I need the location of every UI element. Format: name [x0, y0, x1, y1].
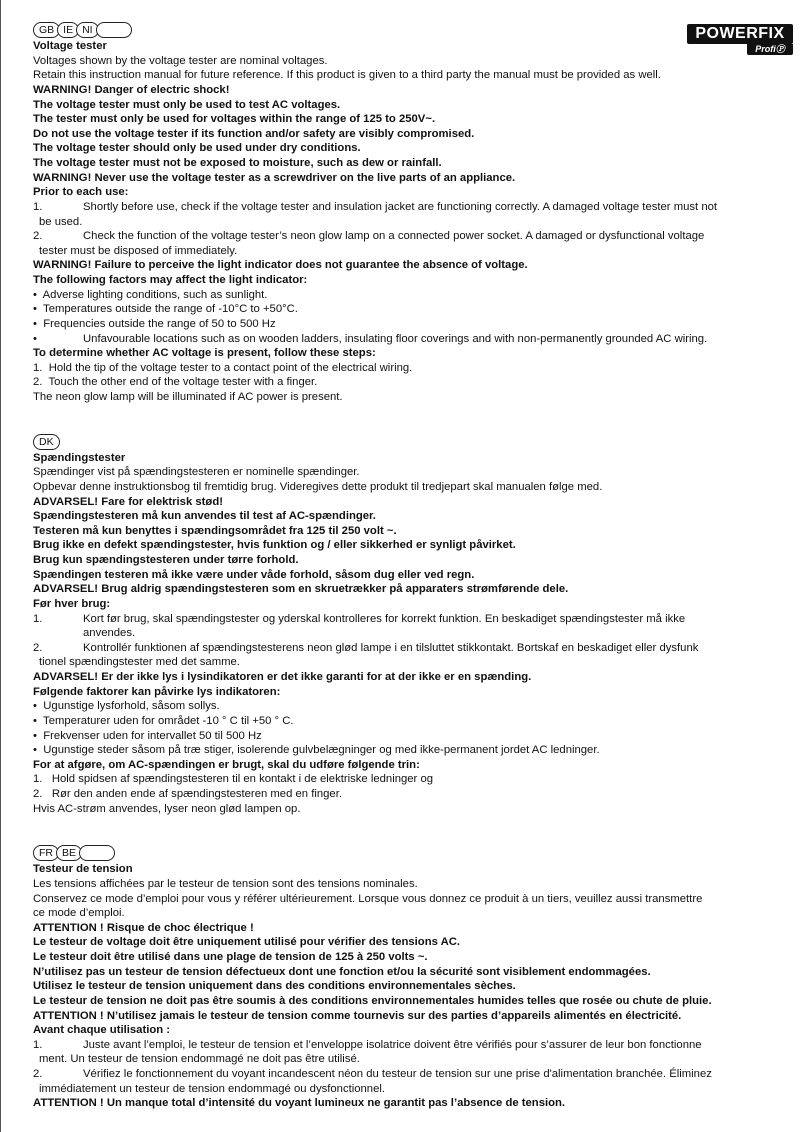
text-line: immédiatement un testeur de tension endommagé ou dysfonctionnel.: [39, 1082, 386, 1095]
subheading: Prior to each use:: [33, 186, 129, 199]
numbered-item: 1. Juste avant l’emploi, le testeur de tension et l’enveloppe isolatrice doivent être vérifiés pour s’assurer de leur bon fonctionne: [33, 1038, 702, 1051]
numbered-item: 1. Hold spidsen af spændingstesteren til en kontakt i de elektriske ledninger og: [33, 773, 434, 786]
subheading: To determine whether AC voltage is present, follow these steps:: [33, 347, 376, 360]
text-line: Retain this instruction manual for future reference. If this product is given to a third party the manual must be provided as well.: [33, 69, 661, 82]
text-line: Les tensions affichées par le testeur de tension sont des tensions nominales.: [33, 877, 418, 890]
warning-line: ATTENTION ! Risque de choc électrique !: [33, 921, 254, 934]
manual-content: [33, 22, 773, 1111]
subheading: The following factors may affect the light indicator:: [33, 274, 308, 286]
text-line: Conservez ce mode d’emploi pour vous y référer ultérieurement. Lorsque vous donnez ce produit à un tiers, veuillez aussi transmettre: [33, 892, 703, 905]
section-title: Testeur de tension: [33, 863, 133, 876]
numbered-item: 2. Kontrollér funktionen af spændingstesterens neon glød lampe i en tilsluttet stikkontakt. Bortskaf en beskadiget eller dysfunk: [33, 641, 699, 654]
section-title: Spændingstester: [33, 451, 126, 464]
lang-tag: DK: [33, 434, 60, 450]
warning-line: Brug kun spændingstesteren under tørre forhold.: [33, 554, 299, 566]
numbered-item: 1. Hold the tip of the voltage tester to a contact point of the electrical wiring.: [33, 361, 413, 374]
subheading: Før hver brug:: [33, 597, 111, 610]
numbered-item: 2. Rør den anden ende af spændingstesteren med en finger.: [33, 788, 342, 800]
numbered-item: 1. Shortly before use, check if the voltage tester and insulation jacket are functioning correctly. A damaged voltage tester must not: [33, 200, 718, 213]
lang-tag: GB: [33, 22, 60, 38]
lang-tag-empty: [96, 22, 132, 38]
text-line: ment. Un testeur de tension endommagé ne doit pas être utilisé.: [39, 1053, 360, 1066]
language-tags-dk: [33, 434, 773, 451]
warning-line: Le testeur de tension ne doit pas être soumis à des conditions environnementales humides telles que rosée ou chute de pluie.: [33, 994, 712, 1007]
numbered-item: 2. Check the function of the voltage tester’s neon glow lamp on a connected power socket. A damaged or dysfunctional voltage: [33, 230, 705, 243]
lang-tag: NI: [76, 22, 99, 38]
text-line: be used.: [39, 215, 83, 228]
subheading: Følgende faktorer kan påvirke lys indikatoren:: [33, 685, 281, 698]
text-line: tester must be disposed of immediately.: [39, 244, 238, 257]
bullet-item: • Temperaturer uden for området -10 ° C til +50 ° C.: [33, 714, 294, 727]
language-tags-gb: [33, 22, 773, 39]
bullet-item: • Unfavourable locations such as on wooden ladders, insulating floor coverings and with non-permanently grounded AC wiring.: [33, 332, 708, 345]
warning-line: ADVARSEL! Fare for elektrisk stød!: [33, 495, 223, 508]
lang-tag: FR: [33, 845, 59, 861]
subheading: For at afgøre, om AC-spændingen er brugt, skal du udføre følgende trin:: [33, 758, 420, 771]
text-line: Hvis AC-strøm anvendes, lyser neon glød lampen op.: [33, 802, 301, 815]
subheading: Avant chaque utilisation :: [33, 1024, 171, 1037]
warning-line: Spændingstesteren må kun anvendes til test af AC-spændinger.: [33, 510, 376, 523]
warning-line: Le testeur doit être utilisé dans une plage de tension de 125 à 250 volts ~.: [33, 951, 428, 963]
bullet-item: • Adverse lighting conditions, such as sunlight.: [33, 288, 268, 301]
bullet-item: • Temperatures outside the range of -10°C to +50°C.: [33, 303, 298, 316]
text-line: The neon glow lamp will be illuminated if AC power is present.: [33, 391, 343, 403]
numbered-item: 2. Vérifiez le fonctionnement du voyant incandescent néon du testeur de tension sur une prise d'alimentation branchée. Éliminez: [33, 1068, 712, 1080]
warning-line: N’utilisez pas un testeur de tension défectueux dont une fonction et/ou la sécurité sont visiblement endommagées.: [33, 965, 651, 978]
warning-line: ADVARSEL! Brug aldrig spændingstesteren som en skruetrækker på apparaters strømførende dele.: [33, 583, 569, 596]
numbered-item: 2. Touch the other end of the voltage tester with a finger.: [33, 376, 318, 389]
section-title: Voltage tester: [33, 40, 107, 52]
lang-tag: BE: [56, 845, 82, 861]
warning-line: ADVARSEL! Er der ikke lys i lysindikatoren er det ikke garanti for at der ikke er en spænding.: [33, 671, 532, 683]
text-line: tionel spændingstester med det samme.: [39, 656, 240, 669]
warning-line: ATTENTION ! N’utilisez jamais le testeur de tension comme tournevis sur des parties d’appareils alimentés en électricité.: [33, 1009, 682, 1022]
item-number: 2.: [33, 230, 43, 243]
bullet-item: • Ugunstige steder såsom på træ stiger, isolerende gulvbelægninger og med ikke-permanent jordet AC ledninger.: [33, 744, 600, 757]
lang-tag: IE: [57, 22, 79, 38]
bullet-item: • Frequencies outside the range of 50 to 500 Hz: [33, 317, 276, 330]
warning-line: WARNING! Danger of electric shock!: [33, 83, 230, 96]
warning-line: ATTENTION ! Un manque total d’intensité du voyant lumineux ne garantit pas l’absence de tension.: [33, 1097, 566, 1110]
language-tags-fr: [33, 845, 773, 862]
text-line: anvendes.: [83, 627, 136, 640]
item-number: 1.: [33, 200, 43, 213]
logo-brand: POWERFIX: [687, 24, 793, 44]
logo-sub: ProfiⓅ: [747, 44, 793, 55]
text-line: Spændinger vist på spændingstesteren er nominelle spændinger.: [33, 466, 360, 479]
warning-line: The voltage tester must only be used to test AC voltages.: [33, 98, 341, 111]
warning-line: Le testeur de voltage doit être uniquement utilisé pour vérifier des tensions AC.: [33, 936, 461, 949]
warning-line: Brug ikke en defekt spændingstester, hvis funktion og / eller sikkerhed er synligt påvirket.: [33, 539, 516, 552]
warning-line: The voltage tester must not be exposed to moisture, such as dew or rainfall.: [33, 157, 442, 169]
warning-line: The tester must only be used for voltages within the range of 125 to 250V~.: [33, 113, 436, 126]
warning-line: Do not use the voltage tester if its function and/or safety are visibly compromised.: [33, 127, 475, 140]
warning-line: WARNING! Failure to perceive the light indicator does not guarantee the absence of voltage.: [33, 259, 528, 272]
text-line: Opbevar denne instruktionsbog til fremtidig brug. Videregives dette produkt til tredjepart skal manualen følge med.: [33, 480, 603, 493]
warning-line: WARNING! Never use the voltage tester as a screwdriver on the live parts of an appliance.: [33, 171, 516, 184]
lang-tag-empty: [79, 845, 115, 861]
text-line: ce mode d’emploi.: [33, 907, 125, 920]
text-line: Voltages shown by the voltage tester are nominal voltages.: [33, 54, 328, 67]
warning-line: Spændingen testeren må ikke være under våde forhold, såsom dug eller ved regn.: [33, 568, 475, 581]
numbered-item: 1. Kort før brug, skal spændingstester og yderskal kontrolleres for korrekt funktion. En beskadiget spændingstester må ikke: [33, 612, 686, 625]
warning-line: Testeren må kun benyttes i spændingsområdet fra 125 til 250 volt ~.: [33, 524, 397, 537]
bullet-item: • Frekvenser uden for intervallet 50 til 500 Hz: [33, 729, 262, 742]
page-border: [0, 0, 1, 1132]
bullet-item: • Ugunstige lysforhold, såsom sollys.: [33, 700, 220, 713]
warning-line: The voltage tester should only be used under dry conditions.: [33, 142, 361, 155]
warning-line: Utilisez le testeur de tension uniquement dans des conditions environnementales sèches.: [33, 980, 516, 993]
